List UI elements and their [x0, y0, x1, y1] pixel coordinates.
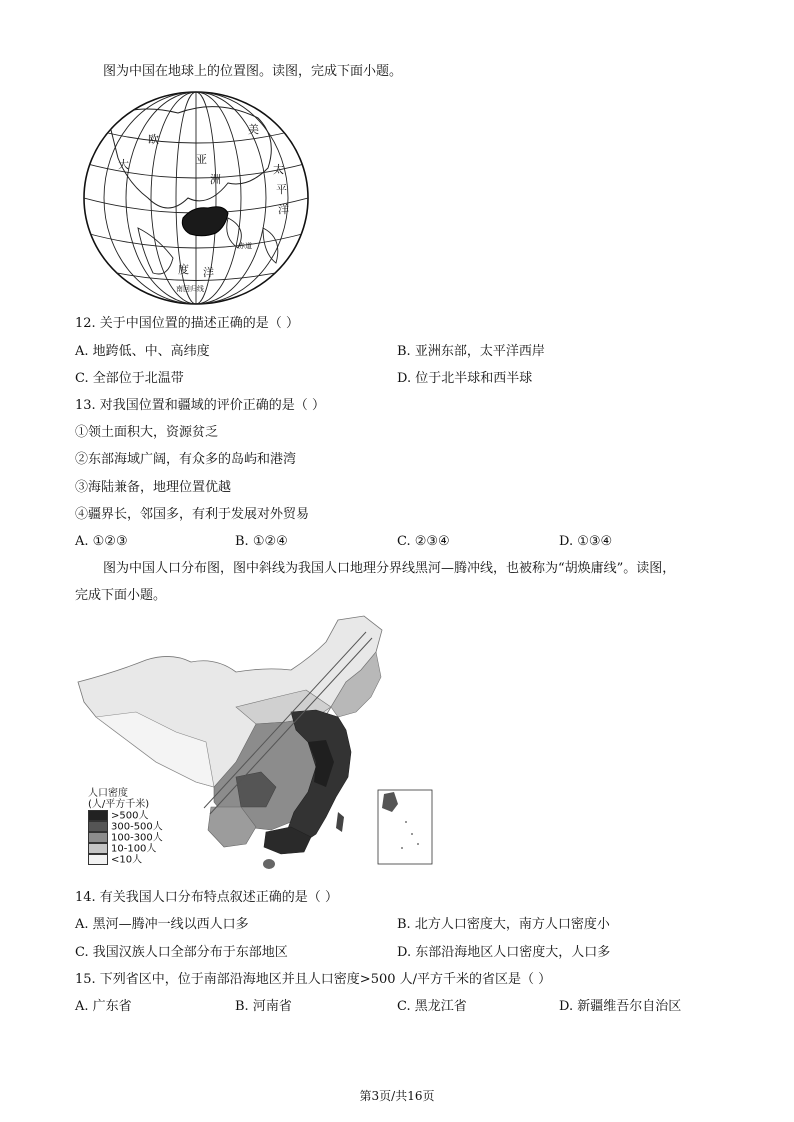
globe-label: 度 [178, 263, 189, 276]
globe-equator-label: 赤道 [238, 242, 252, 250]
q12-option-a: A. 地跨低、中、高纬度 [75, 344, 210, 359]
q15-option-a: A. 广东省 [75, 999, 132, 1014]
q13-option-d: D. ①③④ [559, 534, 613, 549]
globe-label: 洋 [203, 266, 214, 279]
legend-label: >500人 [111, 810, 149, 822]
globe-figure [78, 88, 314, 308]
map-legend [88, 788, 163, 865]
q15-option-b: B. 河南省 [235, 999, 292, 1014]
q13-option-c: C. ②③④ [397, 534, 450, 549]
figure-intro-1: 图为中国在地球上的位置图。读图，完成下面小题。 [103, 64, 403, 79]
legend-label: 10-100人 [111, 843, 157, 855]
globe-tropic-label: 南回归线 [176, 285, 204, 293]
q15-option-c: C. 黑龙江省 [397, 999, 467, 1014]
globe-label: 欧 [148, 133, 159, 146]
q12-option-c: C. 全部位于北温带 [75, 371, 184, 386]
legend-item [88, 821, 163, 832]
q12-option-d: D. 位于北半球和西半球 [397, 371, 533, 386]
question-12-stem: 12. 关于中国位置的描述正确的是（ ） [75, 316, 299, 331]
q15-option-d: D. 新疆维吾尔自治区 [559, 999, 682, 1014]
figure-intro-2-line-1: 图为中国人口分布图，图中斜线为我国人口地理分界线黑河—腾冲线，也被称为“胡焕庸线”。读图， [103, 561, 676, 576]
q13-item-3: ③海陆兼备，地理位置优越 [75, 480, 232, 495]
question-14-stem: 14. 有关我国人口分布特点叙述正确的是（ ） [75, 890, 338, 905]
legend-label: 300-500人 [111, 821, 163, 833]
q13-item-2: ②东部海域广阔，有众多的岛屿和港湾 [75, 452, 297, 467]
legend-label: 100-300人 [111, 832, 163, 844]
globe-label: 洲 [210, 173, 221, 186]
globe-label: 大 [118, 158, 129, 171]
question-15-stem: 15. 下列省区中，位于南部沿海地区并且人口密度>500 人/平方千米的省区是（ ） [75, 972, 552, 987]
legend-title: 人口密度 [88, 788, 128, 799]
globe-label: 洋 [278, 203, 289, 216]
q13-item-4: ④疆界长，邻国多，有利于发展对外贸易 [75, 507, 310, 522]
q13-option-b: B. ①②④ [235, 534, 288, 549]
figure-intro-2-line-2: 完成下面小题。 [75, 588, 167, 603]
legend-unit: (人/平方千米) [88, 799, 150, 810]
q13-option-a: A. ①②③ [75, 534, 128, 549]
globe-label: 太 [273, 163, 284, 176]
globe-label: 美 [248, 123, 259, 136]
q14-option-b: B. 北方人口密度大，南方人口密度小 [397, 917, 610, 932]
page-footer: 第3页/共16页 [359, 1089, 435, 1103]
legend-item [88, 854, 163, 865]
globe-label: 亚 [196, 153, 207, 166]
question-13-stem: 13. 对我国位置和疆域的评价正确的是（ ） [75, 398, 325, 413]
globe-label: 平 [276, 183, 287, 196]
legend-item [88, 843, 163, 854]
q12-option-b: B. 亚洲东部，太平洋西岸 [397, 344, 545, 359]
legend-item [88, 832, 163, 843]
q14-option-d: D. 东部沿海地区人口密度大，人口多 [397, 945, 611, 960]
q14-option-a: A. 黑河—腾冲一线以西人口多 [75, 917, 249, 932]
legend-item [88, 810, 163, 821]
q14-option-c: C. 我国汉族人口全部分布于东部地区 [75, 945, 288, 960]
legend-label: <10人 [111, 854, 143, 866]
q13-item-1: ①领土面积大，资源贫乏 [75, 425, 219, 440]
